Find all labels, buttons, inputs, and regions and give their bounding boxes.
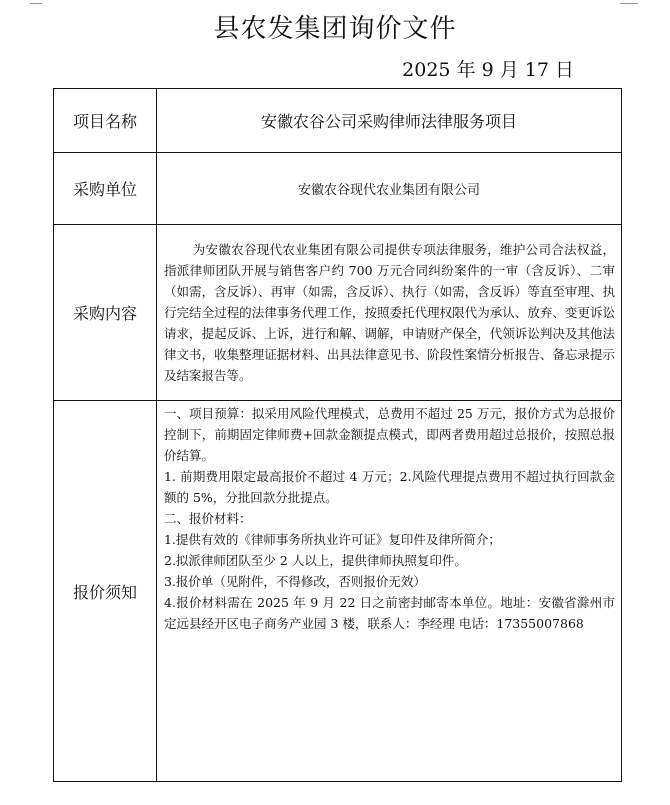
content-cell [157,225,622,401]
notes-line: 二、报价材料： [164,511,252,526]
notes-cell [157,401,622,782]
purchaser-label: 采购单位 [54,153,157,225]
notes-line: 4.报价材料需在 2025 年 9 月 22 日之前密封邮寄本单位。地址：安徽省滁州市定远县经开区电子商务产业园 3 楼，联系人：李经理 电话：17355007868 [164,595,615,631]
corner-mark-left [30,3,42,4]
purchaser-value: 安徽农谷现代农业集团有限公司 [157,153,622,225]
document-date: 2025 年 9 月 17 日 [402,59,574,81]
content-label: 采购内容 [54,225,157,401]
table-row-content [54,225,622,401]
project-name-label: 项目名称 [54,89,157,153]
notes-line: 一、项目预算：拟采用风险代理模式，总费用不超过 25 万元，报价方式为总报价控制下，前期固定律师费+回款金额提点模式，即两者费用超过总报价，按照总报价结算。 [164,406,615,463]
table-row-purchaser [54,153,622,225]
notes-label: 报价须知 [54,401,157,782]
page-corner-marks [0,0,670,6]
corner-mark-right [620,3,638,4]
table-row-notes [54,401,622,782]
content-text: 为安徽农谷现代农业集团有限公司提供专项法律服务，维护公司合法权益，指派律师团队开展与销售客户约 700 万元合同纠纷案件的一审（含反诉）、二审（如需，含反诉）、再审（如需，含反诉）、执行（如需，含反诉）等直至审理、执行完结全过程的法律事务代理工作，按照委托代理权限代为承认、放弃、变更诉讼请求，提起反诉、上诉，进行和解、调解，申请财产保全，代领诉讼判决及其他法律文书，收集整理证据材料、出具法律意见书、阶段性案情分析报告、备忘录提示及结案报告等。 [164,242,615,383]
project-name-value: 安徽农谷公司采购律师法律服务项目 [157,89,622,153]
notes-line: 3.报价单（见附件，不得修改，否则报价无效） [164,574,426,589]
notes-line: 1. 前期费用限定最高报价不超过 4 万元；2.风险代理提点费用不超过执行回款金额的 5%，分批回款分批提点。 [164,469,615,505]
inquiry-table [53,88,622,782]
notes-line: 1.提供有效的《律师事务所执业许可证》复印件及律所简介； [164,532,501,547]
document-title: 县农发集团询价文件 [213,14,457,44]
notes-line: 2.拟派律师团队至少 2 人以上，提供律师执照复印件。 [164,553,467,568]
notes-text [157,401,621,634]
table-row-project-name [54,89,622,153]
